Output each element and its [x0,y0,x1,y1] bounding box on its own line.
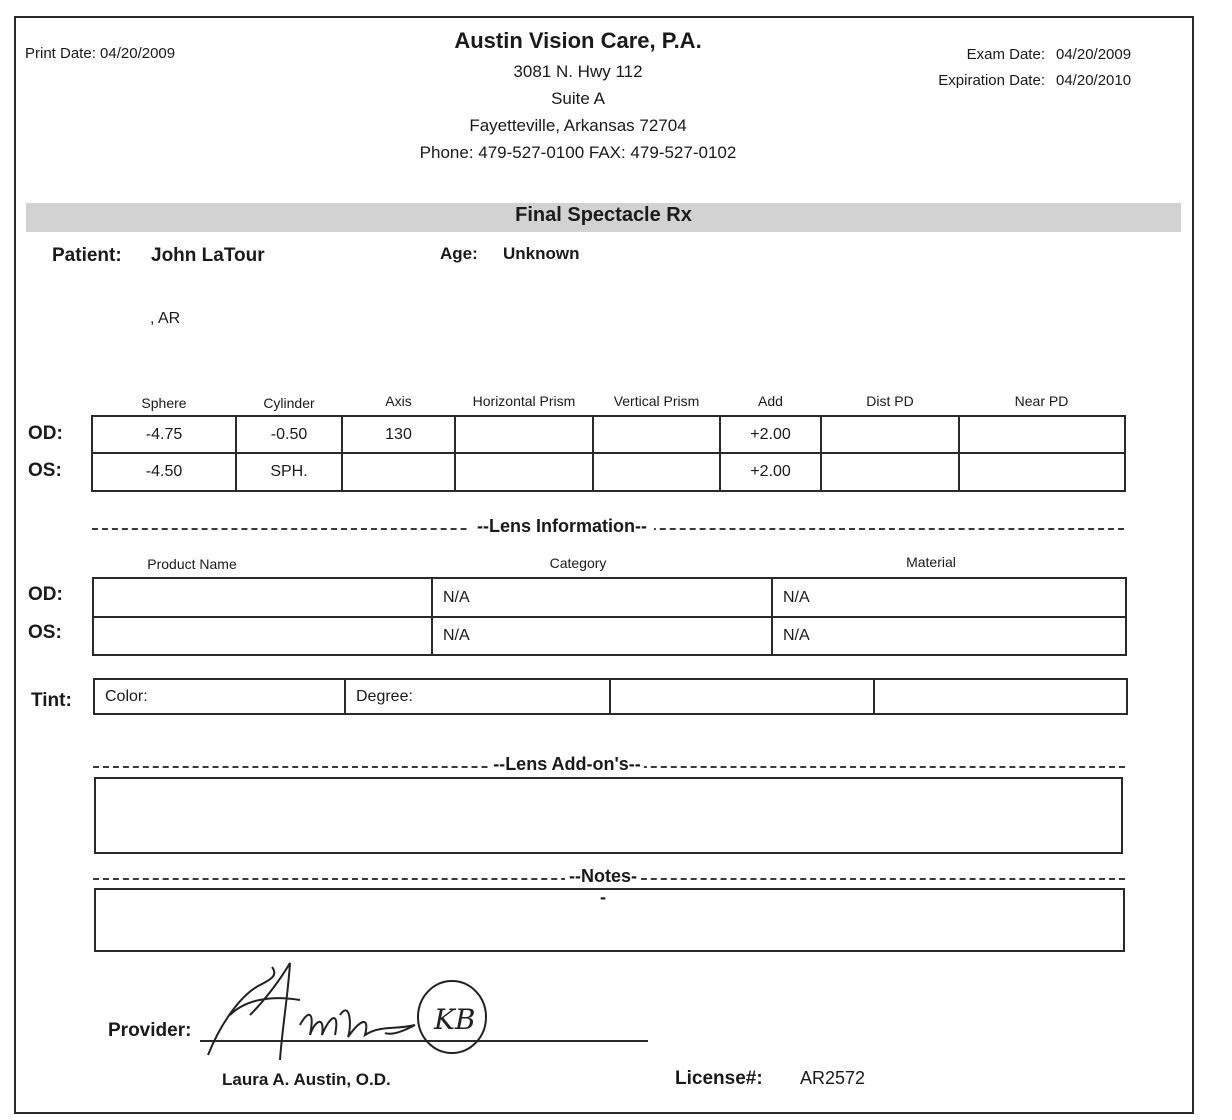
lens-col-category: Category [549,555,607,571]
address-line-1: 3081 N. Hwy 112 [513,62,643,81]
addons-title: --Lens Add-on's-- [490,754,644,775]
lens-info-table [92,577,1127,656]
exam-date-label: Exam Date: [966,46,1045,63]
notes-box [94,888,1125,952]
addons-box [94,777,1123,854]
lens-row-os-label: OS: [28,622,62,643]
rx-os-axis [343,454,456,490]
rx-od-cylinder: -0.50 [237,417,343,454]
lens-row-od-label: OD: [28,584,63,605]
expiration-date: 04/20/2010 [1056,72,1132,89]
rx-row-os-label: OS: [28,460,62,481]
rx-od-dist-pd [822,417,960,454]
rx-col-near-pd: Near PD [1014,393,1069,409]
license-number: AR2572 [800,1068,866,1088]
rx-os-near-pd [960,454,1124,490]
tint-color-field: Color: [95,680,346,713]
exam-date: 04/20/2009 [1056,46,1132,63]
rx-os-add: +2.00 [721,454,822,490]
rx-od-near-pd [960,417,1124,454]
initials-text: KB [434,1003,476,1036]
rx-col-sphere: Sphere [141,395,187,411]
rx-col-add: Add [758,393,783,409]
signature-image [190,955,510,1070]
rx-od-sphere: -4.75 [93,417,237,454]
expiration-date-label: Expiration Date: [938,72,1045,89]
rx-os-dist-pd [822,454,960,490]
address-line-2: Suite A [551,89,605,108]
tint-extra-field-1 [611,680,875,713]
tint-degree-field: Degree: [346,680,611,713]
provider-label: Provider: [108,1020,192,1041]
lens-os-product-name [94,618,433,654]
provider-name: Laura A. Austin, O.D. [222,1070,391,1089]
rx-col-vertical-prism: Vertical Prism [613,393,700,409]
rx-table [91,415,1126,492]
rx-col-horizontal-prism: Horizontal Prism [472,393,576,409]
patient-name: John LaTour [151,245,265,266]
lens-os-material: N/A [783,627,810,644]
print-date: Print Date: 04/20/2009 [25,45,176,62]
tint-extra-field-2 [875,680,1126,713]
license-label: License#: [675,1068,763,1089]
address-line-3: Fayetteville, Arkansas 72704 [469,116,687,135]
clinic-name: Austin Vision Care, P.A. [454,28,702,53]
rx-os-vertical-prism [594,454,721,490]
rx-os-sphere: -4.50 [93,454,237,490]
lens-os-category: N/A [433,618,773,654]
lens-od-material: N/A [773,579,1125,618]
rx-col-dist-pd: Dist PD [866,393,914,409]
rx-os-cylinder: SPH. [237,454,343,490]
clinic-header [380,28,776,163]
rx-os-horizontal-prism [456,454,594,490]
rx-col-cylinder: Cylinder [263,395,315,411]
lens-info-title: --Lens Information-- [470,516,654,537]
rx-col-axis: Axis [385,393,412,409]
patient-label: Patient: [52,245,122,266]
rx-od-axis: 130 [343,417,456,454]
age-label: Age: [440,244,478,263]
rx-row-od-label: OD: [28,423,63,444]
lens-od-category: N/A [433,579,773,618]
tint-table [93,678,1128,715]
form-title: Final Spectacle Rx [515,204,692,226]
tint-label: Tint: [31,690,72,711]
patient-city-state: , AR [150,310,181,327]
rx-od-vertical-prism [594,417,721,454]
phone-fax: Phone: 479-527-0100 FAX: 479-527-0102 [419,143,737,162]
notes-title: --Notes-- [565,866,641,908]
lens-col-material: Material [906,554,956,570]
lens-col-product-name: Product Name [147,556,237,572]
age-value: Unknown [503,244,580,263]
rx-od-add: +2.00 [721,417,822,454]
lens-od-product-name [94,579,433,618]
rx-od-horizontal-prism [456,417,594,454]
